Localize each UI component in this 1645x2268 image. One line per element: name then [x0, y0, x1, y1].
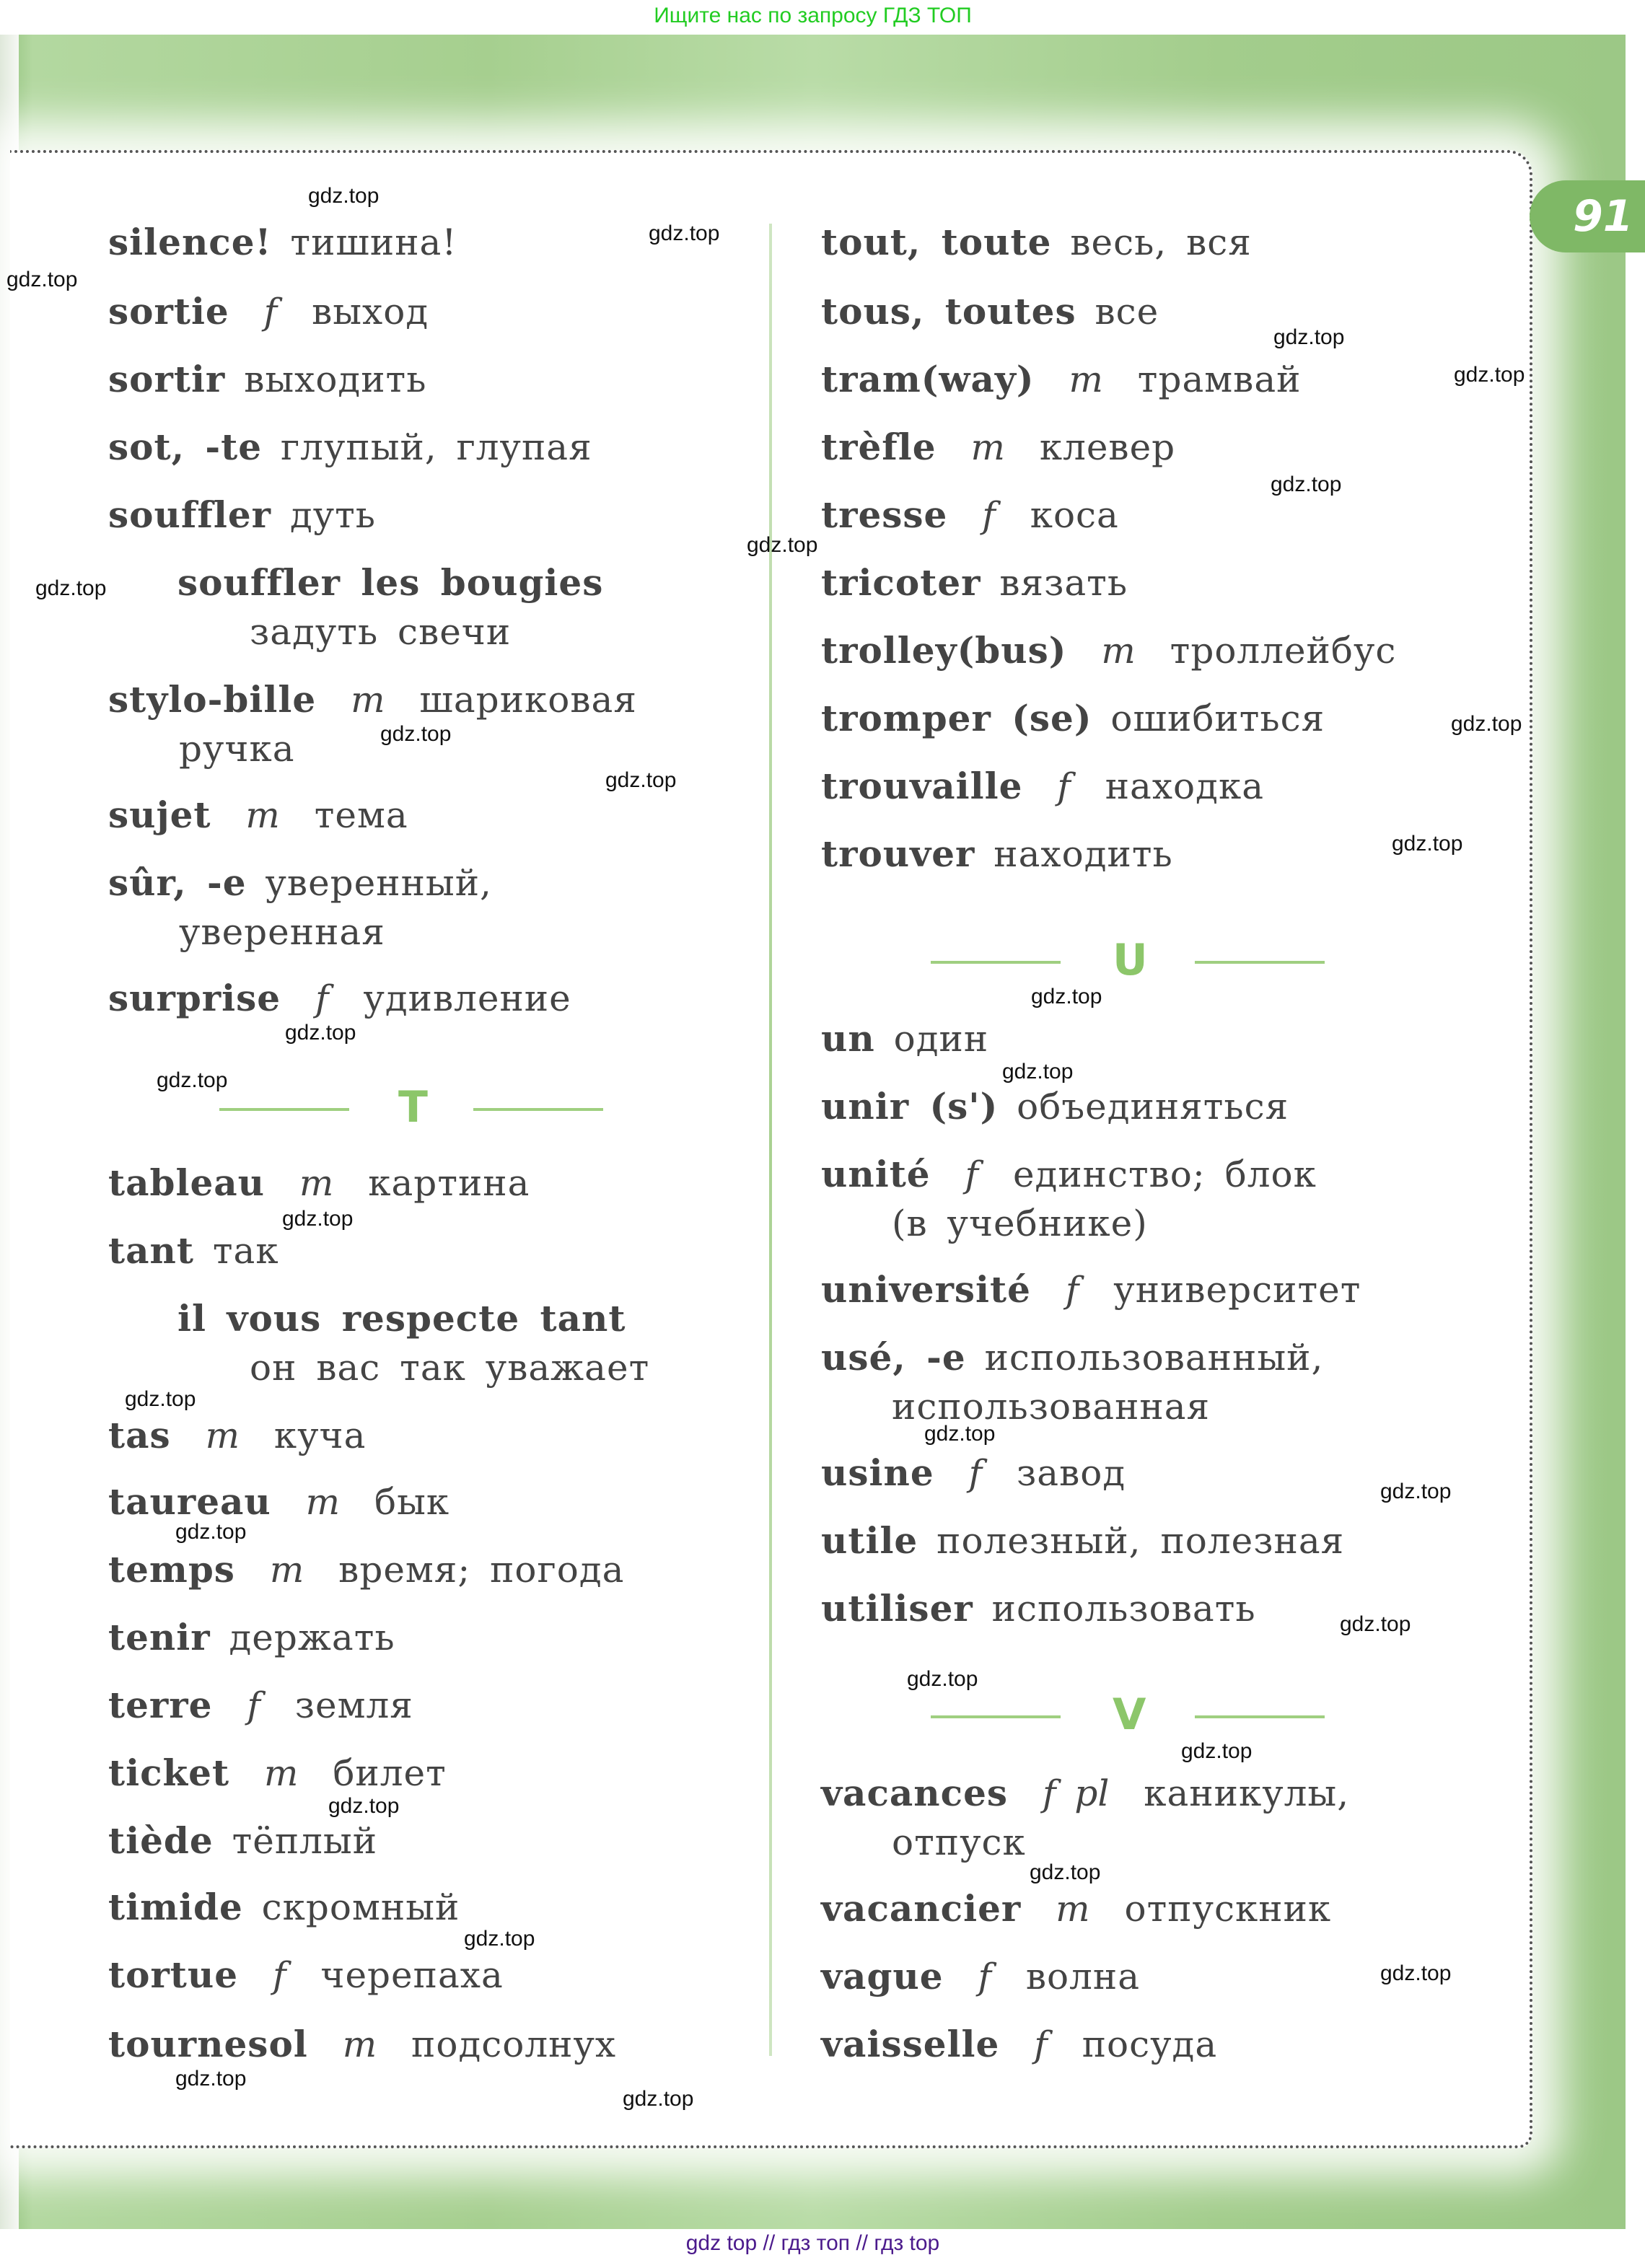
russian-translation: каникулы, — [1144, 1772, 1350, 1814]
russian-translation: подсолнух — [411, 2023, 617, 2065]
watermark: gdz.top — [157, 1068, 228, 1092]
french-word: tresse — [821, 493, 948, 536]
search-hint: Ищите нас по запросу ГДЗ ТОП — [654, 4, 972, 27]
grammar-mark: f — [982, 494, 996, 536]
french-word: terre — [108, 1684, 213, 1726]
french-word: unité — [821, 1153, 931, 1195]
french-word: utile — [821, 1519, 918, 1562]
watermark: gdz.top — [1392, 832, 1463, 856]
grammar-mark: m — [1056, 1888, 1090, 1930]
dictionary-entry — [108, 796, 408, 834]
dictionary-entry — [821, 561, 1128, 604]
section-letter-u: U — [1113, 935, 1148, 985]
dictionary-entry — [108, 1684, 413, 1726]
russian-translation: ручка — [179, 728, 295, 770]
dictionary-entry — [821, 358, 1302, 400]
dictionary-entry — [108, 1819, 378, 1862]
watermark: gdz.top — [1340, 1612, 1411, 1636]
french-word: souffler les bougies — [177, 561, 604, 604]
russian-translation: отпускник — [1124, 1888, 1332, 1930]
french-word: tram(way) — [821, 358, 1035, 400]
french-word: trèfle — [821, 426, 936, 468]
russian-translation: полезный, полезная — [936, 1520, 1345, 1562]
dictionary-entry — [821, 697, 1325, 739]
russian-translation: волна — [1025, 1956, 1141, 1997]
dictionary-entry — [821, 629, 1397, 672]
watermark: gdz.top — [1031, 985, 1102, 1008]
watermark: gdz.top — [1451, 712, 1522, 736]
russian-translation: троллейбус — [1170, 630, 1397, 672]
russian-translation: находить — [993, 833, 1173, 875]
french-word: temps — [108, 1548, 235, 1591]
watermark: gdz.top — [125, 1387, 196, 1411]
dictionary-entry — [108, 358, 427, 400]
dictionary-entry — [250, 1347, 650, 1389]
watermark: gdz.top — [1380, 1480, 1452, 1503]
french-word: timide — [108, 1886, 243, 1928]
dictionary-entry — [108, 1548, 625, 1591]
watermark: gdz.top — [464, 1927, 535, 1951]
french-word: trouvaille — [821, 765, 1023, 807]
french-word: tableau — [108, 1161, 266, 1204]
dictionary-entry — [108, 428, 592, 466]
watermark: gdz.top — [6, 268, 78, 291]
french-word: tous, toutes — [821, 290, 1076, 333]
grammar-mark: f — [1065, 1269, 1079, 1311]
watermark: gdz.top — [1271, 472, 1342, 496]
dictionary-entry — [108, 1229, 279, 1272]
grammar-mark: m — [269, 1549, 304, 1591]
french-word: tant — [108, 1229, 194, 1272]
dictionary-entry — [108, 221, 457, 263]
grammar-mark: m — [264, 1752, 299, 1794]
dictionary-entry — [177, 561, 604, 604]
watermark: gdz.top — [175, 1520, 247, 1544]
dictionary-entry — [821, 1336, 1324, 1379]
russian-translation: использовать — [991, 1588, 1256, 1630]
grammar-mark: m — [970, 426, 1005, 468]
dictionary-entry — [250, 613, 511, 651]
russian-translation: завод — [1017, 1452, 1126, 1494]
grammar-mark: m — [305, 1481, 341, 1523]
russian-translation: посуда — [1082, 2023, 1218, 2065]
russian-translation: единство; блок — [1012, 1153, 1317, 1195]
russian-translation: коса — [1030, 494, 1119, 536]
russian-translation: весь, вся — [1070, 221, 1252, 263]
french-word: tournesol — [108, 2023, 308, 2065]
french-word: tromper (se) — [821, 697, 1092, 739]
bottom-banner — [0, 2229, 1626, 2268]
dictionary-entry — [821, 832, 1173, 875]
watermark: gdz.top — [308, 184, 380, 208]
french-word: sûr, -e — [108, 861, 247, 904]
russian-translation: выходить — [244, 359, 427, 400]
russian-translation: держать — [229, 1617, 395, 1658]
russian-translation: он вас так уважает — [250, 1347, 650, 1389]
section-letter-t: T — [398, 1082, 428, 1133]
grammar-mark: m — [1101, 630, 1136, 672]
russian-translation: куча — [273, 1415, 367, 1456]
dictionary-entry — [892, 1205, 1148, 1242]
section-rule — [473, 1108, 603, 1111]
french-word: usé, -e — [821, 1336, 966, 1379]
french-word: tricoter — [821, 561, 981, 604]
french-word: sujet — [108, 794, 211, 836]
page-number-tab — [1530, 180, 1645, 252]
french-word: vacances — [821, 1772, 1009, 1814]
french-word: ticket — [108, 1751, 230, 1794]
russian-translation: использованный, — [984, 1337, 1324, 1379]
footer-links[interactable]: gdz top // гдз топ // гдз top — [685, 2231, 940, 2255]
french-word: usine — [821, 1451, 934, 1494]
dictionary-entry — [892, 1821, 1026, 1863]
russian-translation: так — [212, 1230, 279, 1272]
watermark: gdz.top — [1454, 363, 1525, 387]
russian-translation: использованная — [892, 1386, 1211, 1428]
dictionary-entry — [821, 221, 1252, 263]
russian-translation: дуть — [289, 494, 377, 536]
russian-translation: все — [1095, 291, 1159, 333]
dictionary-entry — [108, 1616, 395, 1658]
watermark: gdz.top — [328, 1794, 400, 1818]
russian-translation: объединяться — [1017, 1086, 1289, 1128]
russian-translation: скромный — [261, 1886, 460, 1928]
watermark: gdz.top — [1181, 1739, 1253, 1763]
french-word: vaisselle — [821, 2023, 1000, 2065]
dictionary-entry — [179, 913, 385, 951]
russian-translation: тишина! — [290, 221, 457, 263]
russian-translation: вязать — [999, 562, 1128, 604]
dictionary-entry — [108, 1751, 447, 1794]
russian-translation: билет — [333, 1752, 447, 1794]
dictionary-entry — [821, 1017, 989, 1060]
dictionary-entry — [108, 2023, 617, 2065]
watermark: gdz.top — [35, 576, 107, 600]
russian-translation: картина — [368, 1162, 530, 1204]
dictionary-entry — [108, 1886, 460, 1928]
dictionary-entry — [892, 1386, 1211, 1428]
dictionary-entry — [108, 1480, 450, 1523]
dictionary-entry — [108, 678, 637, 721]
grammar-mark: m — [245, 794, 280, 836]
watermark: gdz.top — [747, 533, 818, 557]
watermark: gdz.top — [623, 2087, 694, 2111]
dictionary-entry — [821, 1955, 1141, 1997]
russian-translation: тема — [314, 794, 408, 836]
grammar-mark: m — [351, 679, 385, 721]
watermark: gdz.top — [380, 722, 452, 746]
dictionary-entry — [821, 765, 1264, 807]
french-word: utiliser — [821, 1587, 973, 1630]
french-word: tenir — [108, 1616, 211, 1658]
french-word: tiède — [108, 1819, 214, 1862]
french-word: vague — [821, 1955, 944, 1997]
russian-translation: черепаха — [320, 1954, 504, 1996]
french-word: vacancier — [821, 1887, 1022, 1930]
french-word: sortir — [108, 358, 226, 400]
grammar-mark: f — [1057, 765, 1071, 807]
russian-translation: бык — [374, 1481, 450, 1523]
page-number: 91 — [1573, 191, 1633, 242]
watermark: gdz.top — [175, 2067, 247, 2091]
dictionary-entry — [108, 1161, 530, 1204]
grammar-mark: f — [965, 1153, 979, 1195]
watermark: gdz.top — [282, 1207, 354, 1231]
russian-translation: ошибиться — [1110, 698, 1325, 739]
french-word: tas — [108, 1414, 171, 1456]
russian-translation: тёплый — [232, 1820, 378, 1862]
russian-translation: земля — [294, 1684, 413, 1726]
section-letter-v: V — [1113, 1689, 1146, 1740]
grammar-mark: m — [1069, 359, 1103, 400]
russian-translation: уверенная — [179, 911, 385, 953]
french-word: trolley(bus) — [821, 629, 1067, 672]
dictionary-entry — [821, 493, 1119, 536]
watermark: gdz.top — [924, 1422, 996, 1446]
watermark: gdz.top — [649, 221, 720, 245]
grammar-mark: f — [315, 977, 329, 1019]
dictionary-entry — [108, 861, 492, 904]
french-word: sot, -te — [108, 426, 263, 468]
french-word: sortie — [108, 290, 229, 333]
russian-translation: выход — [312, 291, 429, 333]
french-word: il vous respecte tant — [177, 1297, 626, 1340]
grammar-mark: f pl — [1042, 1772, 1110, 1814]
dictionary-entry — [108, 1953, 504, 1996]
watermark: gdz.top — [907, 1667, 978, 1691]
watermark: gdz.top — [1030, 1860, 1101, 1884]
dictionary-entry — [821, 1887, 1332, 1930]
column-divider — [769, 224, 772, 2056]
watermark: gdz.top — [1273, 325, 1345, 349]
french-word: université — [821, 1268, 1031, 1311]
russian-translation: университет — [1113, 1269, 1361, 1311]
watermark: gdz.top — [1002, 1060, 1074, 1084]
section-rule — [931, 1715, 1061, 1718]
russian-translation: отпуск — [892, 1821, 1026, 1863]
dictionary-entry — [821, 2023, 1218, 2065]
dictionary-entry — [108, 1414, 367, 1456]
russian-translation: уверенный, — [265, 862, 492, 904]
section-rule — [1195, 1715, 1325, 1718]
section-rule — [931, 961, 1061, 964]
dictionary-entry — [821, 1451, 1126, 1494]
grammar-mark: f — [978, 1956, 991, 1997]
french-word: un — [821, 1017, 875, 1060]
russian-translation: трамвай — [1137, 359, 1302, 400]
russian-translation: шариковая — [419, 679, 637, 721]
dictionary-entry — [821, 1519, 1345, 1562]
french-word: taureau — [108, 1480, 271, 1523]
grammar-mark: m — [205, 1415, 240, 1456]
russian-translation: глупый, глупая — [280, 426, 592, 468]
french-word: tout, toute — [821, 221, 1052, 263]
dictionary-entry — [821, 1085, 1289, 1128]
french-word: silence! — [108, 221, 272, 263]
top-banner — [0, 0, 1626, 35]
russian-translation: (в учебнике) — [892, 1203, 1148, 1244]
watermark: gdz.top — [285, 1021, 356, 1045]
russian-translation: находка — [1105, 765, 1264, 807]
russian-translation: один — [893, 1018, 989, 1060]
grammar-mark: f — [1034, 2023, 1048, 2065]
french-word: unir (s') — [821, 1085, 999, 1128]
dictionary-entry — [108, 977, 571, 1019]
dictionary-entry — [821, 1268, 1361, 1311]
grammar-mark: m — [342, 2023, 377, 2065]
french-word: trouver — [821, 832, 975, 875]
dictionary-entry — [179, 730, 295, 768]
section-rule — [219, 1108, 349, 1111]
dictionary-entry — [821, 1153, 1317, 1195]
grammar-mark: f — [263, 291, 278, 333]
dictionary-entry — [108, 290, 429, 333]
dictionary-entry — [108, 493, 377, 536]
grammar-mark: m — [299, 1162, 334, 1204]
french-word: souffler — [108, 493, 272, 536]
dictionary-entry — [821, 428, 1175, 466]
watermark: gdz.top — [605, 768, 677, 792]
grammar-mark: f — [247, 1684, 260, 1726]
grammar-mark: f — [968, 1452, 983, 1494]
french-word: tortue — [108, 1953, 239, 1996]
russian-translation: время; погода — [338, 1549, 625, 1591]
dictionary-entry — [821, 1587, 1256, 1630]
dictionary-entry — [821, 290, 1159, 333]
russian-translation: удивление — [363, 977, 571, 1019]
dictionary-entry — [821, 1772, 1350, 1814]
grammar-mark: f — [272, 1954, 286, 1996]
russian-translation: задуть свечи — [250, 611, 512, 653]
watermark: gdz.top — [1380, 1961, 1452, 1985]
section-rule — [1195, 961, 1325, 964]
french-word: stylo-bille — [108, 678, 317, 721]
russian-translation: клевер — [1039, 426, 1176, 468]
french-word: surprise — [108, 977, 281, 1019]
dictionary-entry — [177, 1297, 626, 1340]
